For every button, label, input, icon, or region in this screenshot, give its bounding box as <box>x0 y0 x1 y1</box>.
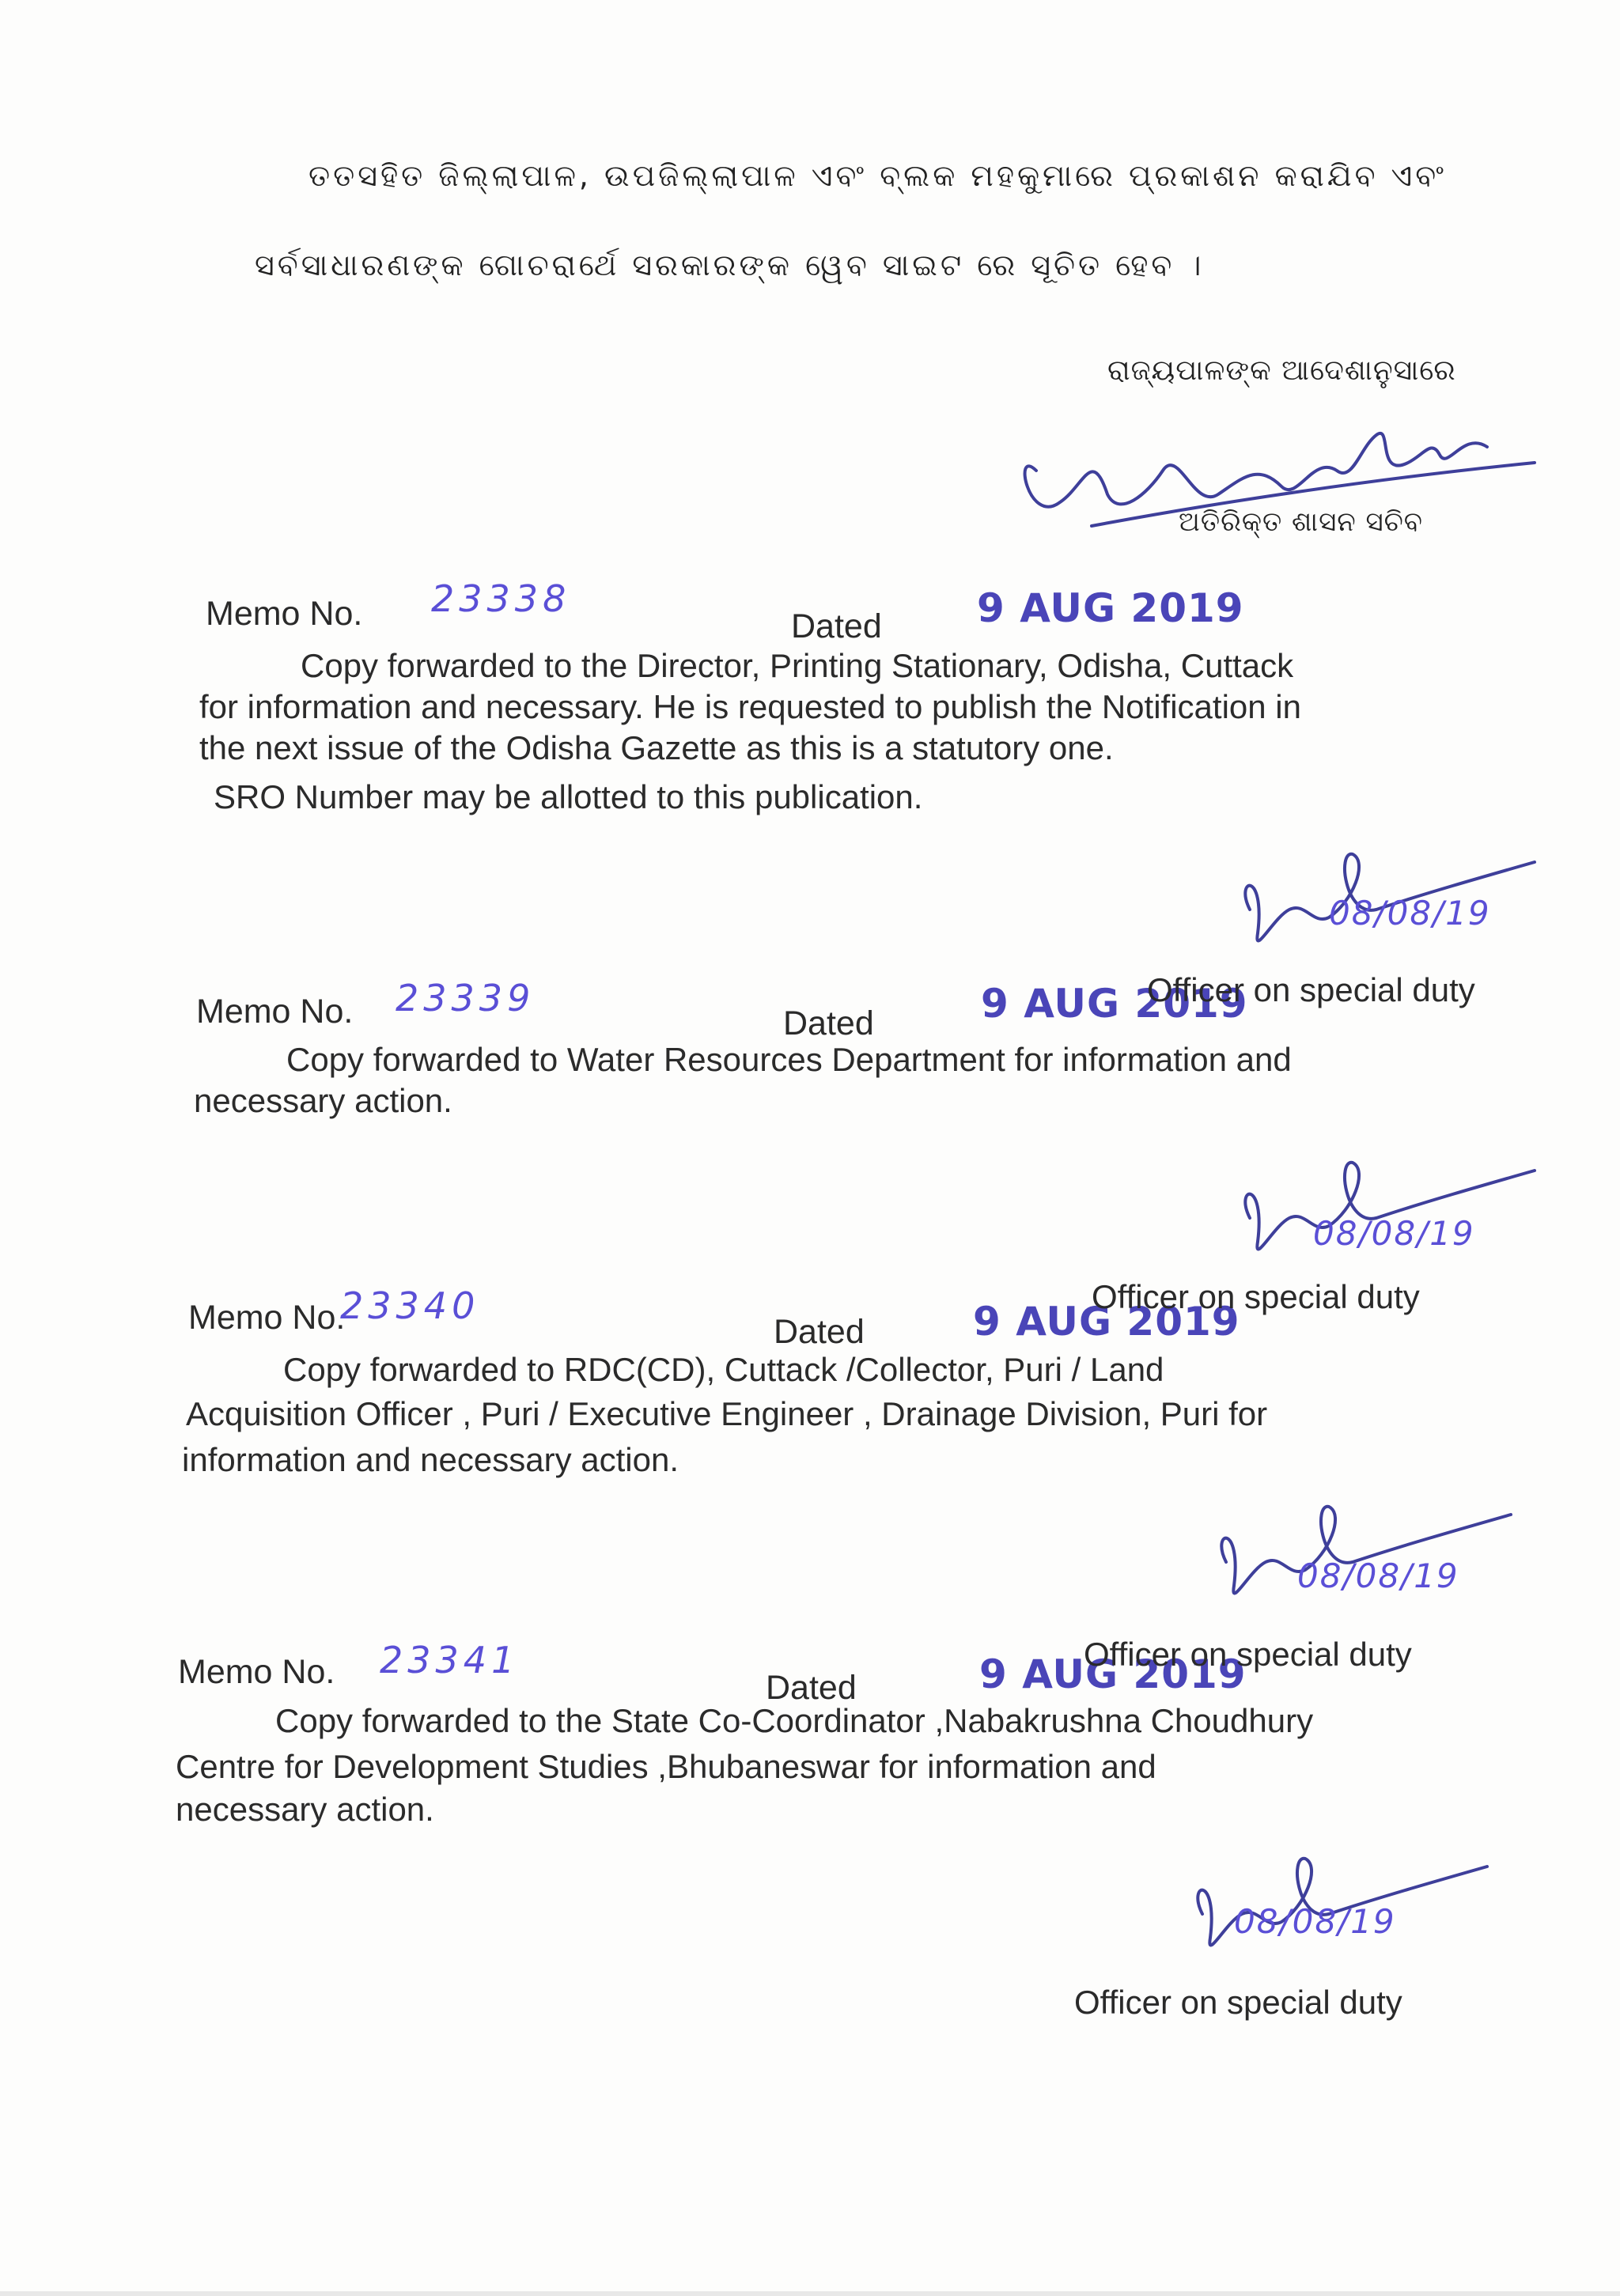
memo-1-number: 23338 <box>431 577 571 620</box>
memo-1-line-3: the next issue of the Odisha Gazette as this is a statutory one. <box>199 729 1114 766</box>
memo-3-signatory: Officer on special duty <box>1084 1636 1412 1673</box>
memo-3-date-stamp: 9 AUG 2019 <box>973 1299 1240 1345</box>
memo-1-date-stamp: 9 AUG 2019 <box>977 585 1244 631</box>
memo-1-signatory: Officer on special duty <box>1147 971 1475 1008</box>
memo-1-label: Memo No. <box>206 595 363 633</box>
memo-2-dated-label: Dated <box>783 1004 874 1042</box>
memo-2-number: 23339 <box>396 977 536 1019</box>
memo-2-signature-date: 08/08/19 <box>1313 1214 1475 1253</box>
memo-2-line-2: necessary action. <box>194 1082 452 1119</box>
memo-1-line-1: Copy forwarded to the Director, Printing Stationary, Odisha, Cuttack <box>301 647 1294 684</box>
memo-3-line-3: information and necessary action. <box>182 1441 679 1478</box>
memo-3-dated-label: Dated <box>774 1313 865 1351</box>
memo-4-dated-label: Dated <box>766 1669 857 1707</box>
odia-header-line-2: ସର୍ବସାଧାରଣଙ୍କ ଗୋଚରାର୍ଥେ ସରକାରଙ୍କ ୱେବ ସାଇଟ ରେ ସୂଚିତ ହେବ । <box>255 248 1205 282</box>
memo-4-number: 23341 <box>380 1639 520 1681</box>
memo-1-line-2: for information and necessary. He is requested to publish the Notification in <box>199 688 1301 725</box>
memo-2-line-1: Copy forwarded to Water Resources Department for information and <box>286 1041 1292 1078</box>
memo-2-date-stamp: 9 AUG 2019 <box>981 981 1248 1027</box>
governor-order-text: ରାଜ୍ୟପାଳଙ୍କ ଆଦେଶାନୁସାରେ <box>1107 354 1456 387</box>
memo-3-line-1: Copy forwarded to RDC(CD), Cuttack /Collector, Puri / Land <box>283 1351 1164 1388</box>
memo-3-label: Memo No. <box>188 1299 346 1337</box>
memo-1-line-4: SRO Number may be allotted to this publication. <box>214 778 923 815</box>
memo-4-signatory: Officer on special duty <box>1074 1984 1402 2021</box>
memo-2-signatory: Officer on special duty <box>1092 1278 1420 1315</box>
memo-4-signature-date: 08/08/19 <box>1234 1902 1396 1941</box>
memo-3-line-2: Acquisition Officer , Puri / Executive Engineer , Drainage Division, Puri for <box>186 1395 1268 1432</box>
memo-3-number: 23340 <box>340 1284 480 1327</box>
scan-bottom-edge <box>0 2291 1620 2296</box>
memo-4-line-3: necessary action. <box>176 1791 434 1828</box>
additional-secretary-title: ଅତିରିକ୍ତ ଶାସନ ସଚିବ <box>1179 506 1423 538</box>
memo-4-line-2: Centre for Development Studies ,Bhubaneswar for information and <box>176 1748 1156 1785</box>
memo-4-line-1: Copy forwarded to the State Co-Coordinator ,Nabakrushna Choudhury <box>275 1702 1314 1739</box>
memo-3-signature-date: 08/08/19 <box>1297 1557 1459 1595</box>
memo-1-signature-date: 08/08/19 <box>1329 894 1491 932</box>
memo-2-label: Memo No. <box>196 993 354 1031</box>
memo-4-date-stamp: 9 AUG 2019 <box>979 1651 1247 1697</box>
memo-1-dated-label: Dated <box>791 607 882 645</box>
memo-4-label: Memo No. <box>178 1653 335 1691</box>
odia-header-line-1: ତତସହିତ ଜିଲ୍ଲାପାଳ, ଉପଜିଲ୍ଲାପାଳ ଏବଂ ବ୍ଲକ ମହକୁମାରେ ପ୍ରକାଶନ କରାଯିବ ଏବଂ <box>308 158 1447 193</box>
